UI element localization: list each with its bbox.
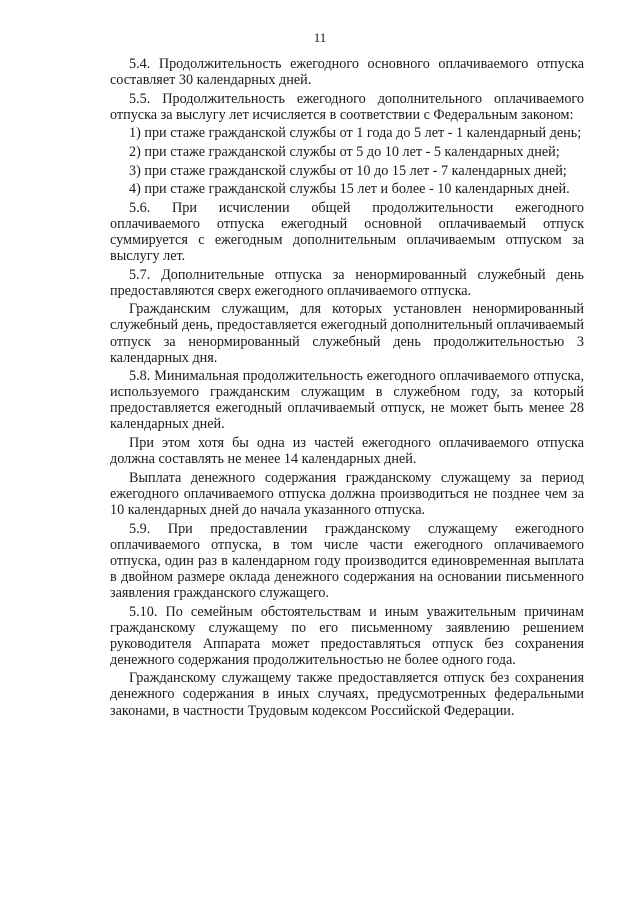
page-number: 11 <box>313 30 327 45</box>
list-item-4: 4) при стаже гражданской службы 15 лет и более - 10 календарных дней. <box>129 181 570 198</box>
paragraph-5-5: 5.5. Продолжительность ежегодного дополнительного оплачиваемого отпуска за выслугу лет исчисляется в соответствии с Федеральным законом: <box>110 90 584 123</box>
paragraph-5-9: 5.9. При предоставлении гражданскому служащему ежегодного оплачиваемого отпуска, в том числе части ежегодного оплачиваемого отпуска, один раз в календарном году производится единовременная выплата в двойном размере оклада денежного содержания на основании письменного заявления гражданского служащего. <box>110 520 584 601</box>
document-body <box>110 56 584 721</box>
paragraph-5-7: 5.7. Дополнительные отпуска за ненормированный служебный день предоставляются сверх ежегодного оплачиваемого отпуска. <box>110 266 584 299</box>
paragraph-payment: Выплата денежного содержания гражданскому служащему за период ежегодного оплачиваемого отпуска должна производиться не позднее чем за 10 календарных дней до начала указанного отпуска. <box>110 469 584 518</box>
paragraph-5-8: 5.8. Минимальная продолжительность ежегодного оплачиваемого отпуска, используемого гражданским служащим в служебном году, за который предоставляется ежегодный оплачиваемый отпуск, не может быть менее 28 календарных дней. <box>110 368 584 433</box>
paragraph-5-4: 5.4. Продолжительность ежегодного основного оплачиваемого отпуска составляет 30 календарных дней. <box>110 56 584 89</box>
list-item-3: 3) при стаже гражданской службы от 10 до 15 лет - 7 календарных дней; <box>129 162 567 179</box>
paragraph-irregular-day: Гражданским служащим, для которых установлен ненормированный служебный день, предоставляется ежегодный дополнительный оплачиваемый отпуск за ненормированный служебный день продолжительностью 3 календарных дня. <box>110 301 584 366</box>
paragraph-unpaid-leave: Гражданскому служащему также предоставляется отпуск без сохранения денежного содержания в иных случаях, предусмотренных федеральными законами, в частности Трудовым кодексом Российской Федерации. <box>110 670 584 719</box>
paragraph-5-6: 5.6. При исчислении общей продолжительности ежегодного оплачиваемого отпуска ежегодный основной оплачиваемый отпуск суммируется с ежегодным дополнительным оплачиваемым отпуском за выслугу лет. <box>110 199 584 265</box>
paragraph-5-10: 5.10. По семейным обстоятельствам и иным уважительным причинам гражданскому служащему по его письменному заявлению решением руководителя Аппарата может предоставляться отпуск без сохранения денежного содержания продолжительностью не более одного года. <box>110 603 584 668</box>
list-item-2: 2) при стаже гражданской службы от 5 до 10 лет - 5 календарных дней; <box>129 143 560 160</box>
list-item-1: 1) при стаже гражданской службы от 1 года до 5 лет - 1 календарный день; <box>129 125 582 142</box>
paragraph-vacation-part: При этом хотя бы одна из частей ежегодного оплачиваемого отпуска должна составлять не менее 14 календарных дней. <box>110 435 584 468</box>
